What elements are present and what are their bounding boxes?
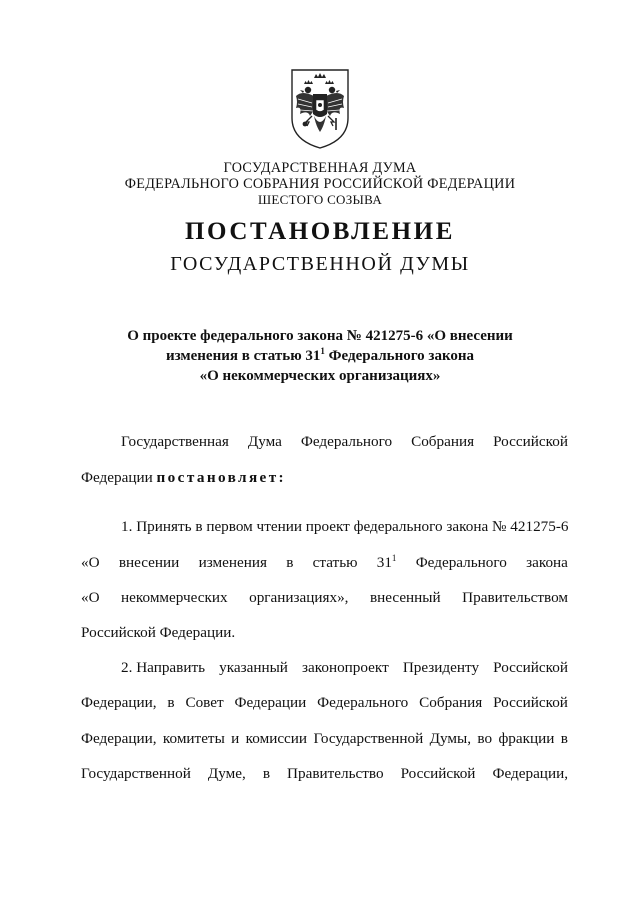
- word: указанный: [219, 659, 288, 676]
- word: в: [262, 765, 270, 782]
- item-1-line-1: 1. Принять в первом чтении проект федерального закона № 421275-6: [121, 518, 569, 535]
- header-line-1: ГОСУДАРСТВЕННАЯ ДУМА: [223, 160, 417, 176]
- word: Федерального: [300, 433, 393, 450]
- word: изменения: [198, 554, 267, 571]
- word: Дума: [247, 433, 282, 450]
- word: Совет: [185, 694, 224, 711]
- word: Федерального: [317, 694, 409, 711]
- word: Российской: [493, 433, 568, 450]
- preamble-line-2: [81, 468, 568, 488]
- word: Государственной: [313, 730, 424, 747]
- word: Правительством: [462, 589, 568, 606]
- subject-line-3: «О некоммерческих организациях»: [199, 368, 441, 384]
- word: Собрания: [411, 433, 475, 450]
- word: 31: [376, 554, 392, 571]
- word: и: [231, 730, 240, 747]
- item-1-line-2: [81, 553, 568, 573]
- document-title: ПОСТАНОВЛЕНИЕ: [184, 218, 456, 245]
- word: Президенту: [402, 659, 480, 676]
- word: в: [286, 554, 294, 571]
- item-1-line-4: Российской Федерации.: [81, 624, 236, 641]
- subject-line-2-tail: Федерального закона: [324, 348, 475, 364]
- word: статью: [312, 554, 358, 571]
- word: Российской: [493, 694, 568, 711]
- word: комитеты: [162, 730, 225, 747]
- word: Российской: [400, 765, 476, 782]
- word: Федерации,: [81, 694, 157, 711]
- word: в: [167, 694, 175, 711]
- word: Государственная: [121, 433, 229, 450]
- header-line-2: ФЕДЕРАЛЬНОГО СОБРАНИЯ РОССИЙСКОЙ ФЕДЕРАЦИИ: [124, 176, 516, 192]
- word: Правительство: [287, 765, 384, 782]
- word: некоммерческих: [121, 589, 228, 606]
- subject-line-1: О проекте федерального закона № 421275-6 «О внесении: [127, 328, 513, 344]
- word: Думы,: [429, 730, 472, 747]
- item-1-line-3: [81, 588, 568, 608]
- item-2-line-4: [81, 764, 568, 784]
- article-superscript: 1: [391, 552, 397, 563]
- resolves-word: постановляет:: [156, 469, 287, 486]
- word: «О: [81, 554, 100, 571]
- word: внесении: [118, 554, 180, 571]
- word: Государственной: [81, 765, 191, 782]
- word: во: [477, 730, 493, 747]
- word: внесенный: [369, 589, 441, 606]
- item-2-line-2: [81, 693, 568, 713]
- article-number: [377, 553, 397, 573]
- preamble-line-1: [121, 432, 568, 452]
- word: законопроект: [302, 659, 389, 676]
- subject-line-2-text: изменения в статью 31: [165, 348, 321, 364]
- header-line-3: ШЕСТОГО СОЗЫВА: [257, 192, 383, 207]
- double-headed-eagle-icon: [288, 66, 352, 150]
- word: в: [560, 730, 568, 747]
- subject-superscript: 1: [320, 346, 325, 356]
- word: Федерального: [415, 554, 507, 571]
- word: «О: [81, 589, 100, 606]
- word: комиссии: [245, 730, 308, 747]
- item-2-line-1: [121, 658, 568, 678]
- word: Собрания: [419, 694, 483, 711]
- document-subtitle: ГОСУДАРСТВЕННОЙ ДУМЫ: [170, 253, 470, 275]
- word: фракции: [498, 730, 555, 747]
- document-subject: [0, 326, 640, 386]
- state-emblem: [288, 66, 352, 150]
- word: 2. Направить: [121, 659, 206, 676]
- word: Федерации: [234, 694, 307, 711]
- word: Федерации: [81, 469, 157, 486]
- word: Российской: [493, 659, 568, 676]
- word: Думе,: [207, 765, 246, 782]
- item-2-line-3: [81, 729, 568, 749]
- subject-line-2: [0, 346, 640, 366]
- word: Федерации,: [492, 765, 568, 782]
- word: организациях»,: [249, 589, 349, 606]
- word: Федерации,: [81, 730, 157, 747]
- issuer-header: [0, 160, 640, 208]
- word: закона: [526, 554, 568, 571]
